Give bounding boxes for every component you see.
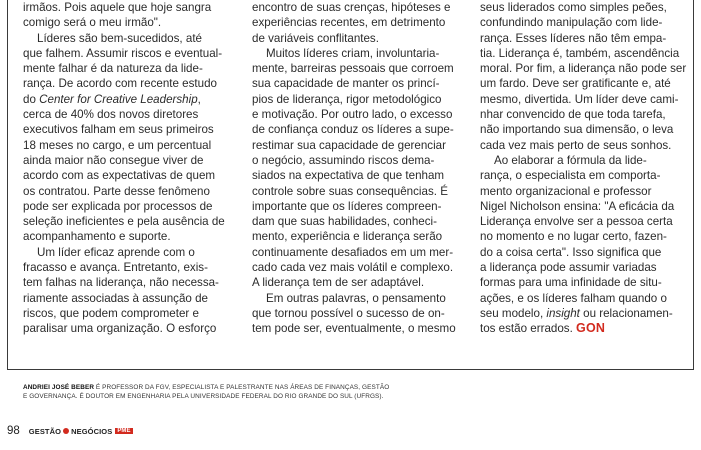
text-line: mento organizacional e professor xyxy=(480,184,652,198)
author-bio xyxy=(23,383,583,401)
text-line: sua capacidade de manter os princí- xyxy=(252,77,440,91)
text-line: de variáveis conflitantes. xyxy=(252,31,379,45)
frame-right-rule xyxy=(693,0,694,370)
frame-left-rule xyxy=(7,0,8,370)
text-line: tos estão errados. GON xyxy=(480,321,606,336)
text-line: Liderança envolve ser a pessoa certa xyxy=(480,215,673,229)
text-line: rança. De acordo com recente estudo xyxy=(23,77,217,91)
text-line: acompanhamento e suporte. xyxy=(23,230,171,244)
text-line: paralisar uma organização. O esforço xyxy=(23,322,217,336)
text-line: Ao elaborar a fórmula da lide- xyxy=(494,153,647,167)
text-line: tem pode ser, eventualmente, o mesmo xyxy=(252,322,456,336)
text-line: riamente associadas à assunção de xyxy=(23,291,208,305)
text-line: no momento e no lugar certo, fazen- xyxy=(480,230,667,244)
text-line: não importando sua dimensão, o leva xyxy=(480,123,674,137)
text-line: moral. Por fim, a liderança não pode ser xyxy=(480,62,687,76)
text-line: dam que suas habilidades, conheci- xyxy=(252,215,437,229)
text-line: seu modelo, insight ou relacionamen- xyxy=(480,306,673,320)
text-line: pios de liderança, rigor metodológico xyxy=(252,92,442,106)
text-line: tem falhas na liderança, não necessa- xyxy=(23,276,219,290)
text-line: a liderança pode assumir variadas xyxy=(480,261,657,275)
text-line: cerca de 40% dos novos diretores xyxy=(23,108,199,122)
text-line: que falhem. Assumir riscos e eventual- xyxy=(23,46,223,60)
text-line: ainda maior não consegue viver de xyxy=(23,153,204,167)
text-line: siados na expectativa de que tenham xyxy=(252,169,445,183)
text-line: controle sobre suas consequências. É xyxy=(252,184,448,198)
text-line: acordo com as expectativas de quem xyxy=(23,169,216,183)
magazine-name-part2: NEGÓCIOS xyxy=(71,426,113,436)
text-line: riscos, que podem comprometer e xyxy=(23,306,199,320)
text-line: de confiança conduz os líderes a supe- xyxy=(252,123,454,137)
text-line: confundindo manipulação com lide- xyxy=(480,16,663,30)
text-line: restimar sua capacidade de gerenciar xyxy=(252,138,446,152)
page-number: 98 xyxy=(7,425,20,437)
italic-text: Center for Creative Leadership xyxy=(39,92,198,106)
text-line: Em outras palavras, o pensamento xyxy=(266,291,446,305)
text-line: Um líder eficaz aprende com o xyxy=(37,245,195,259)
text-line: os contratou. Parte desse fenômeno xyxy=(23,184,210,198)
logo-dot-icon xyxy=(63,428,69,434)
text-column-1 xyxy=(23,0,235,337)
page-footer xyxy=(7,424,133,438)
text-line: do a coisa certa". Isso significa que xyxy=(480,245,662,259)
text-line: fracasso e avança. Entretanto, exis- xyxy=(23,261,208,275)
text-line: Líderes são bem-sucedidos, até xyxy=(37,31,202,45)
text-line: mente, barreiras pessoais que corroem xyxy=(252,62,454,76)
text-line: um fardo. Deve ser gratificante e, até xyxy=(480,77,671,91)
text-line: mente falhar é da natureza da lide- xyxy=(23,62,203,76)
text-line: executivos falham em seus primeiros xyxy=(23,123,214,137)
magazine-badge: PME xyxy=(117,428,131,434)
text-line: importante que os líderes compreen- xyxy=(252,199,442,213)
text-line: continuamente desafiados em um mer- xyxy=(252,245,454,259)
text-line: e motivação. Por outro lado, o excesso xyxy=(252,108,453,122)
text-line: cado cada vez mais volátil e complexo. xyxy=(252,261,454,275)
text-line: formas para uma infinidade de situ- xyxy=(480,276,662,290)
text-line: cada vez mais perto de seus sonhos. xyxy=(480,138,672,152)
text-line: 18 meses no cargo, e um percentual xyxy=(23,138,212,152)
text-line: A liderança tem de ser adaptável. xyxy=(252,276,425,290)
author-bio-line2: E GOVERNANÇA. É DOUTOR EM ENGENHARIA PELA UNIVERSIDADE FEDERAL DO RIO GRANDE DO SUL (UFRGS). xyxy=(23,393,384,400)
text-line: do Center for Creative Leadership, xyxy=(23,92,201,106)
author-name: ANDRIEI JOSÉ BEBER xyxy=(23,384,95,391)
text-line: experiências recentes, em detrimento xyxy=(252,16,446,30)
text-line: ações, e os líderes falham quando o xyxy=(480,291,667,305)
text-line: irmãos. Pois aquele que hoje sangra xyxy=(23,1,212,14)
magazine-logo xyxy=(29,427,133,436)
text-line: tia. Liderança é, também, ascendência xyxy=(480,46,680,60)
text-line: Muitos líderes criam, involuntaria- xyxy=(266,46,440,60)
text-line: Nigel Nicholson ensina: "A eficácia da xyxy=(480,199,675,213)
text-line: encontro de suas crenças, hipóteses e xyxy=(252,1,451,14)
author-bio-line1: É PROFESSOR DA FGV, ESPECIALISTA E PALESTRANTE NAS ÁREAS DE FINANÇAS, GESTÃO xyxy=(94,384,390,391)
text-column-2 xyxy=(252,0,464,337)
end-mark-logo: GON xyxy=(576,321,606,336)
magazine-name-part1: GESTÃO xyxy=(28,426,62,436)
text-line: mento, experiência e liderança serão xyxy=(252,230,443,244)
italic-text: insight xyxy=(546,306,580,320)
text-line: nhar convencido de que toda tarefa, xyxy=(480,108,666,122)
text-line: rança, o especialista em comporta- xyxy=(480,169,661,183)
text-line: pode ser explicada por processos de xyxy=(23,199,213,213)
frame-bottom-rule xyxy=(7,369,694,370)
text-line: o negócio, assumindo riscos dema- xyxy=(252,153,435,167)
text-line: que tornou possível o sucesso de on- xyxy=(252,306,445,320)
text-line: comigo será o meu irmão". xyxy=(23,16,162,30)
text-line: seleção ineficientes e pela ausência de xyxy=(23,215,225,229)
text-line: rança. Esses líderes não têm empa- xyxy=(480,31,667,45)
text-line: mesmo, divertida. Um líder deve cami- xyxy=(480,92,679,106)
text-line: seus liderados como simples peões, xyxy=(480,1,667,14)
text-column-3 xyxy=(480,0,692,337)
